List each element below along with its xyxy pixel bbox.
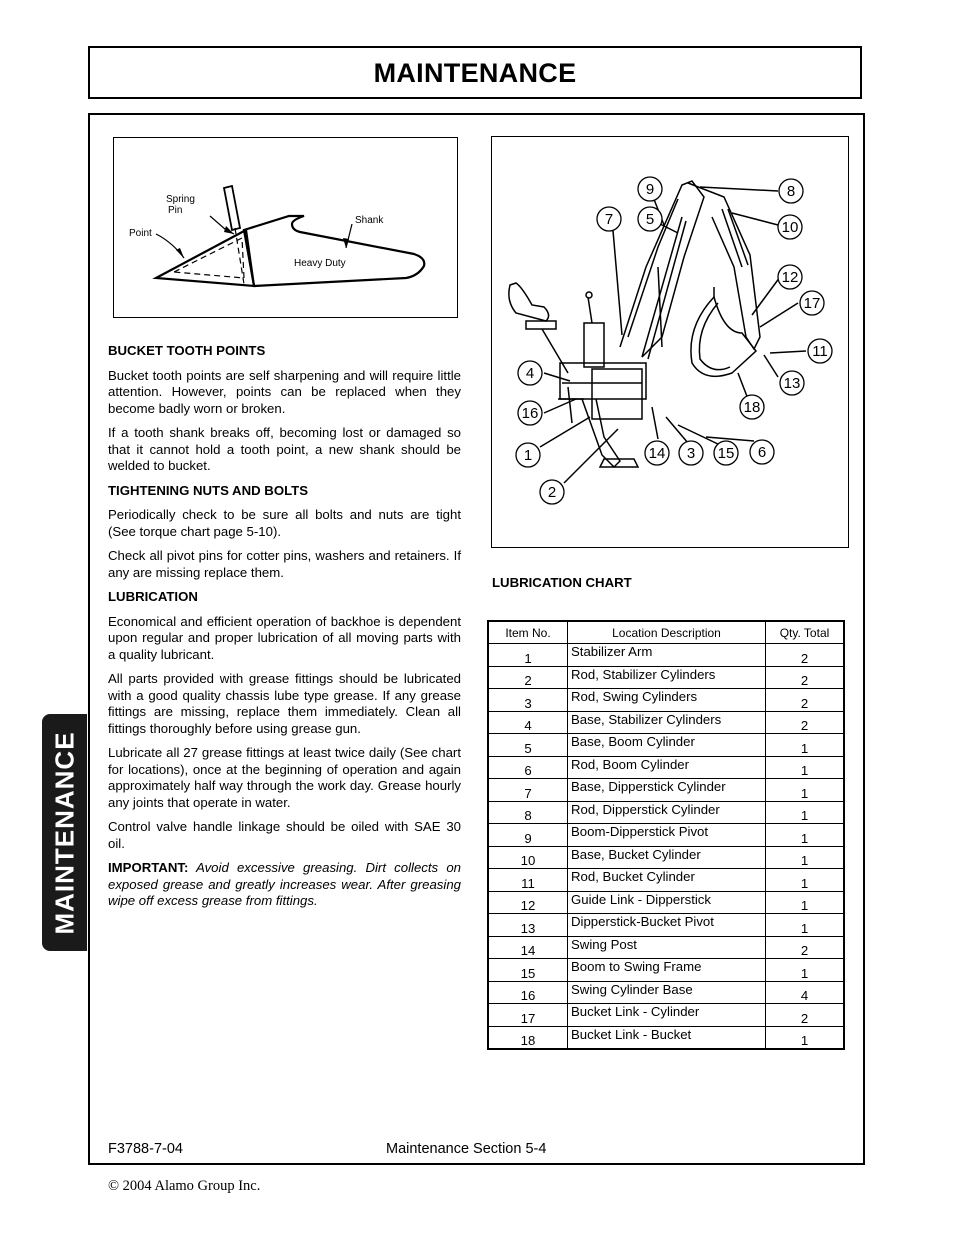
callout-4 — [518, 361, 542, 385]
qty-cell: 1 — [766, 734, 845, 757]
qty-cell: 1 — [766, 914, 845, 937]
svg-text:8: 8 — [786, 183, 796, 200]
svg-text:1: 1 — [523, 447, 533, 464]
callout-3 — [679, 441, 703, 465]
location-cell: Dipperstick-Bucket Pivot — [568, 914, 766, 937]
label-shank: Shank — [355, 215, 384, 226]
label-heavy-duty: Heavy Duty — [294, 258, 346, 269]
item-number-cell: 14 — [488, 936, 568, 959]
table-row — [488, 824, 844, 847]
callout-1 — [516, 443, 540, 467]
item-number-cell: 10 — [488, 846, 568, 869]
item-number-cell: 3 — [488, 689, 568, 712]
svg-text:14: 14 — [648, 445, 666, 462]
item-number-cell: 9 — [488, 824, 568, 847]
item-number-cell: 7 — [488, 779, 568, 802]
callout-17 — [800, 291, 824, 315]
maintenance-text-column — [108, 343, 461, 918]
svg-text:5: 5 — [645, 211, 655, 228]
heading-bucket-tooth-points: BUCKET TOOTH POINTS — [108, 343, 266, 358]
bucket-tooth-illustration — [114, 138, 457, 317]
table-row — [488, 711, 844, 734]
side-tab-label: MAINTENANCE — [49, 730, 79, 935]
location-cell: Base, Boom Cylinder — [568, 734, 766, 757]
qty-cell: 1 — [766, 1026, 845, 1049]
location-cell: Boom to Swing Frame — [568, 959, 766, 982]
paragraph: Lubricate all 27 grease fittings at least twice daily (See chart for locations), once at the beginning of operation and again approximately half way through the work day. Grease hourly any joints that operate in water. — [108, 745, 461, 810]
svg-text:6: 6 — [757, 444, 767, 461]
location-cell: Stabilizer Arm — [568, 644, 766, 667]
callout-6 — [750, 440, 774, 464]
label-point: Point — [129, 228, 152, 239]
location-cell: Boom-Dipperstick Pivot — [568, 824, 766, 847]
table-row — [488, 689, 844, 712]
location-cell: Swing Cylinder Base — [568, 981, 766, 1004]
svg-text:13: 13 — [783, 375, 801, 392]
table-row — [488, 891, 844, 914]
table-row — [488, 981, 844, 1004]
svg-text:18: 18 — [743, 399, 761, 416]
callout-18 — [740, 395, 764, 419]
qty-cell: 1 — [766, 891, 845, 914]
table-row — [488, 666, 844, 689]
svg-text:11: 11 — [812, 343, 828, 360]
paragraph: Check all pivot pins for cotter pins, washers and retainers. If any are missing replace them. — [108, 548, 461, 580]
callout-5 — [638, 207, 662, 231]
column-header-item: Item No. — [488, 621, 568, 644]
qty-cell: 1 — [766, 824, 845, 847]
paragraph: Economical and efficient operation of backhoe is dependent upon regular and proper lubrication of all moving parts with a quality lubricant. — [108, 613, 461, 662]
table-header-row — [488, 621, 844, 644]
item-number-cell: 13 — [488, 914, 568, 937]
callout-15 — [714, 441, 738, 465]
svg-text:7: 7 — [604, 211, 614, 228]
item-number-cell: 2 — [488, 666, 568, 689]
item-number-cell: 12 — [488, 891, 568, 914]
bucket-tooth-figure — [113, 137, 458, 318]
page-title: MAINTENANCE — [373, 58, 577, 88]
page-header — [88, 46, 862, 99]
heading-tightening-nuts-bolts: TIGHTENING NUTS AND BOLTS — [108, 482, 309, 498]
item-number-cell: 17 — [488, 1004, 568, 1027]
callout-group — [516, 177, 832, 504]
important-label: IMPORTANT: — [108, 860, 189, 875]
paragraph: All parts provided with grease fittings should be lubricated with a good quality chassis lube type grease. If any grease fittings are missing, replace them immediately. Clean all fittings thoroughly before using grease gun. — [108, 671, 461, 736]
item-number-cell: 4 — [488, 711, 568, 734]
callout-13 — [780, 371, 804, 395]
location-cell: Rod, Dipperstick Cylinder — [568, 801, 766, 824]
callout-11 — [808, 339, 832, 363]
lubrication-chart-body — [488, 644, 844, 1050]
backhoe-illustration — [492, 137, 848, 547]
paragraph: Control valve handle linkage should be oiled with SAE 30 oil. — [108, 819, 461, 851]
item-number-cell: 5 — [488, 734, 568, 757]
table-row — [488, 1026, 844, 1049]
table-row — [488, 734, 844, 757]
table-row — [488, 846, 844, 869]
location-cell: Base, Bucket Cylinder — [568, 846, 766, 869]
location-cell: Rod, Swing Cylinders — [568, 689, 766, 712]
table-row — [488, 779, 844, 802]
lubrication-chart-table — [487, 620, 845, 1050]
callout-10 — [778, 215, 802, 239]
label-pin: Pin — [168, 205, 183, 216]
column-header-location: Location Description — [568, 621, 766, 644]
document-code: F3788-7-04 — [108, 1141, 183, 1157]
section-page-number: Maintenance Section 5-4 — [386, 1141, 547, 1157]
paragraph: Periodically check to be sure all bolts and nuts are tight (See torque chart page 5-10). — [108, 507, 461, 539]
callout-14 — [645, 441, 669, 465]
location-cell: Base, Dipperstick Cylinder — [568, 779, 766, 802]
qty-cell: 1 — [766, 756, 845, 779]
item-number-cell: 11 — [488, 869, 568, 892]
svg-text:10: 10 — [781, 219, 799, 236]
qty-cell: 1 — [766, 869, 845, 892]
table-row — [488, 936, 844, 959]
table-row — [488, 756, 844, 779]
callout-16 — [518, 401, 542, 425]
qty-cell: 2 — [766, 644, 845, 667]
location-cell: Bucket Link - Cylinder — [568, 1004, 766, 1027]
qty-cell: 2 — [766, 936, 845, 959]
qty-cell: 1 — [766, 779, 845, 802]
callout-12 — [778, 265, 802, 289]
qty-cell: 1 — [766, 959, 845, 982]
section-side-tab — [42, 714, 87, 951]
paragraph: Bucket tooth points are self sharpening and will require little attention. However, points can be replaced when they become badly worn or broken. — [108, 367, 461, 416]
svg-text:3: 3 — [686, 445, 696, 462]
item-number-cell: 15 — [488, 959, 568, 982]
location-cell: Swing Post — [568, 936, 766, 959]
heading-lubrication: LUBRICATION — [108, 589, 198, 604]
item-number-cell: 8 — [488, 801, 568, 824]
qty-cell: 2 — [766, 711, 845, 734]
svg-text:17: 17 — [803, 295, 821, 312]
qty-cell: 4 — [766, 981, 845, 1004]
qty-cell: 2 — [766, 1004, 845, 1027]
table-row — [488, 869, 844, 892]
qty-cell: 2 — [766, 689, 845, 712]
copyright-notice: © 2004 Alamo Group Inc. — [108, 1178, 261, 1194]
important-text: Avoid excessive greasing. Dirt collects on exposed grease and greatly increases wear. After greasing wipe off excess grease from fittings. — [108, 860, 461, 908]
table-row — [488, 959, 844, 982]
callout-2 — [540, 480, 564, 504]
svg-text:15: 15 — [717, 445, 735, 462]
item-number-cell: 1 — [488, 644, 568, 667]
svg-text:12: 12 — [781, 269, 799, 286]
callout-9 — [638, 177, 662, 201]
backhoe-lubrication-figure — [491, 136, 849, 548]
location-cell: Bucket Link - Bucket — [568, 1026, 766, 1049]
qty-cell: 1 — [766, 846, 845, 869]
column-header-qty: Qty. Total — [766, 621, 845, 644]
location-cell: Rod, Bucket Cylinder — [568, 869, 766, 892]
svg-text:16: 16 — [521, 405, 539, 422]
svg-text:2: 2 — [547, 484, 557, 501]
label-spring: Spring — [166, 194, 195, 205]
table-row — [488, 1004, 844, 1027]
callout-8 — [779, 179, 803, 203]
lubrication-chart-title: LUBRICATION CHART — [492, 575, 632, 590]
paragraph: If a tooth shank breaks off, becoming lost or damaged so that it cannot hold a tooth point, a new shank should be welded to bucket. — [108, 425, 461, 473]
item-number-cell: 16 — [488, 981, 568, 1004]
location-cell: Guide Link - Dipperstick — [568, 891, 766, 914]
table-row — [488, 801, 844, 824]
location-cell: Rod, Boom Cylinder — [568, 756, 766, 779]
svg-text:4: 4 — [525, 365, 535, 382]
item-number-cell: 6 — [488, 756, 568, 779]
item-number-cell: 18 — [488, 1026, 568, 1049]
important-note — [108, 860, 461, 910]
svg-text:9: 9 — [645, 181, 655, 198]
qty-cell: 2 — [766, 666, 845, 689]
location-cell: Base, Stabilizer Cylinders — [568, 711, 766, 734]
table-row — [488, 914, 844, 937]
location-cell: Rod, Stabilizer Cylinders — [568, 666, 766, 689]
table-row — [488, 644, 844, 667]
qty-cell: 1 — [766, 801, 845, 824]
callout-7 — [597, 207, 621, 231]
